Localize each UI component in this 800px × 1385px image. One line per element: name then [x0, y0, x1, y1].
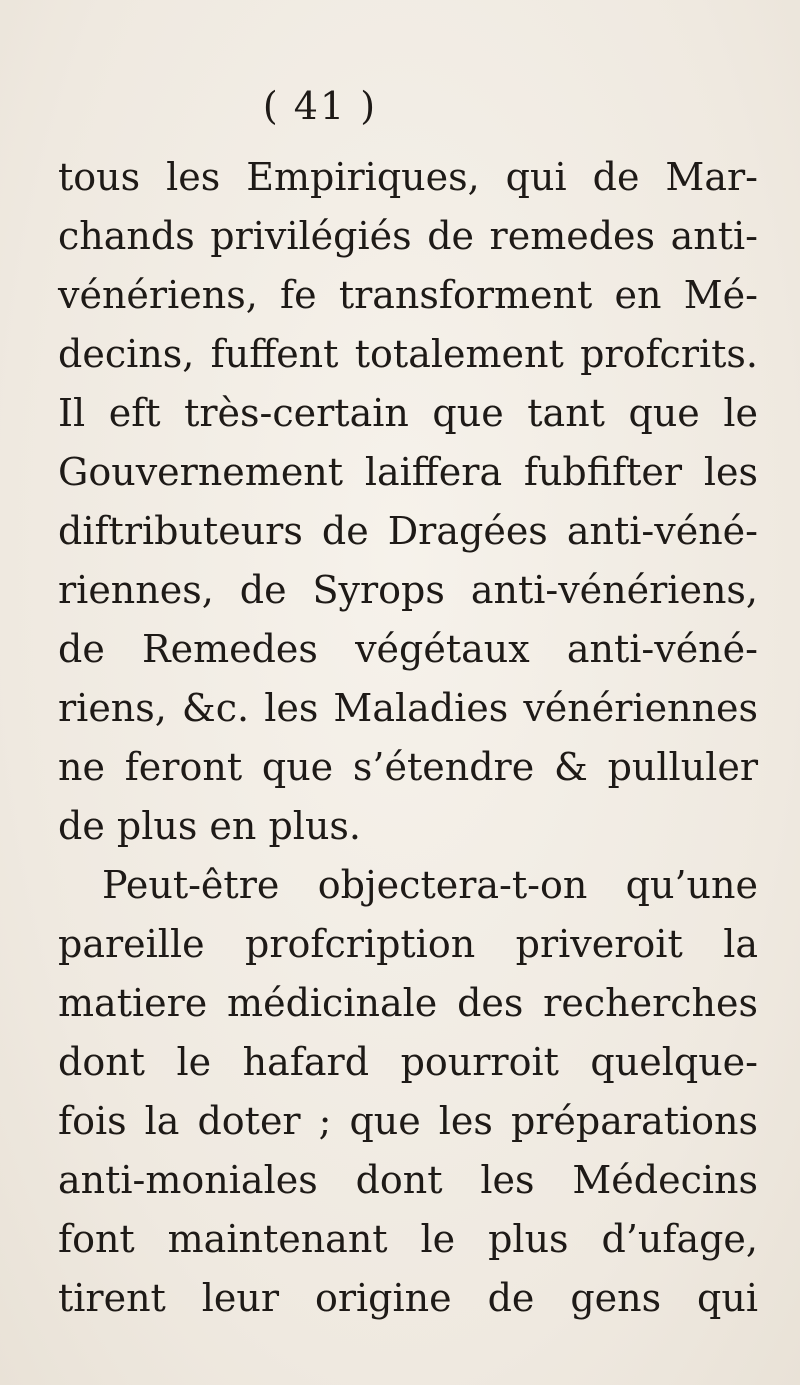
- text-line: vénériens, fe transforment en Mé-: [58, 273, 758, 317]
- text-line: pareille profcription priveroit la: [58, 922, 758, 966]
- text-line: de Remedes végétaux anti-véné-: [58, 627, 758, 671]
- text-line: ne feront que s’étendre & pulluler: [58, 745, 758, 789]
- paragraph-first-line: Peut-être objectera-t-on qu’une: [102, 863, 758, 907]
- text-line: decins, fuffent totalement profcrits.: [58, 332, 758, 376]
- text-line: chands privilégiés de remedes anti-: [58, 214, 758, 258]
- text-line: tous les Empiriques, qui de Mar-: [58, 155, 758, 199]
- text-line: matiere médicinale des recherches: [58, 981, 758, 1025]
- text-line: diftributeurs de Dragées anti-véné-: [58, 509, 758, 553]
- text-line: tirent leur origine de gens qui: [58, 1276, 758, 1320]
- text-line: font maintenant le plus d’ufage,: [58, 1217, 758, 1261]
- text-line: riennes, de Syrops anti-vénériens,: [58, 568, 758, 612]
- text-line: Gouvernement laiffera fubfifter les: [58, 450, 758, 494]
- text-line: dont le hafard pourroit quelque-: [58, 1040, 758, 1084]
- text-line: de plus en plus.: [58, 804, 361, 848]
- page-number: ( 41 ): [262, 84, 378, 128]
- text-line: fois la doter ; que les préparations: [58, 1099, 758, 1143]
- text-line: riens, &c. les Maladies vénériennes: [58, 686, 758, 730]
- text-line: anti-moniales dont les Médecins: [58, 1158, 758, 1202]
- text-line: Il eft très-certain que tant que le: [58, 391, 758, 435]
